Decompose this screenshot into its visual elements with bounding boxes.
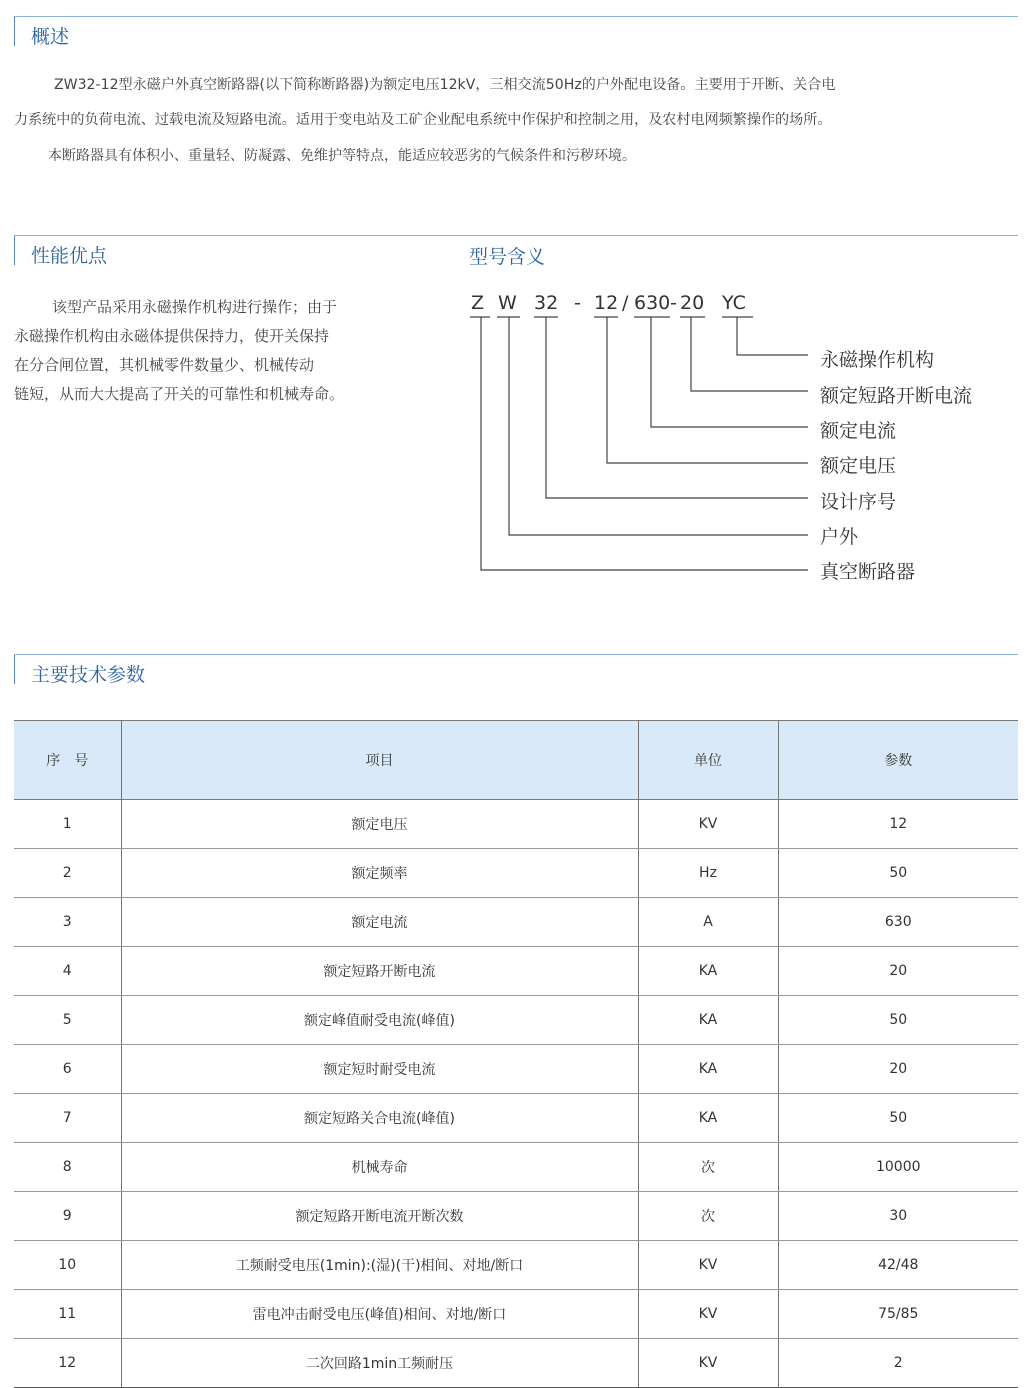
model-label-outdoor: 户外 <box>820 526 859 548</box>
cell-item: 机械寿命 <box>121 1143 638 1192</box>
table-header-row <box>14 721 1018 800</box>
cell-item: 额定电流 <box>121 898 638 947</box>
cell-unit: 次 <box>638 1143 778 1192</box>
code-32: 32 <box>534 292 559 314</box>
cell-value: 10000 <box>778 1143 1018 1192</box>
connector-12 <box>607 317 808 463</box>
cell-item: 二次回路1min工频耐压 <box>121 1339 638 1388</box>
cell-item: 额定短路开断电流开断次数 <box>121 1192 638 1241</box>
overview-para-2: 本断路器具有体积小、重量轻、防凝露、免维护等特点，能适应较恶劣的气候条件和污秽环境。 <box>48 148 636 164</box>
cell-unit: KV <box>638 1290 778 1339</box>
header-unit: 单位 <box>638 721 778 800</box>
cell-no: 2 <box>14 849 121 898</box>
model-connector-lines <box>0 0 1034 620</box>
table-row <box>14 800 1018 849</box>
table-row <box>14 849 1018 898</box>
table-row <box>14 1094 1018 1143</box>
cell-no: 5 <box>14 996 121 1045</box>
model-label-design-number: 设计序号 <box>820 491 897 513</box>
connector-630 <box>651 317 808 427</box>
connector-32 <box>546 317 808 498</box>
code-20: 20 <box>680 292 705 314</box>
cell-no: 4 <box>14 947 121 996</box>
cell-item: 工频耐受电压(1min):(湿)(干)相间、对地/断口 <box>121 1241 638 1290</box>
code-slash: / <box>622 292 629 314</box>
specs-table <box>14 720 1018 1388</box>
connector-yc <box>737 317 808 355</box>
cell-no: 3 <box>14 898 121 947</box>
cell-item: 额定峰值耐受电流(峰值) <box>121 996 638 1045</box>
cell-unit: KA <box>638 996 778 1045</box>
code-z: Z <box>471 292 485 314</box>
section-title: 性能优点 <box>31 245 108 267</box>
cell-unit: Hz <box>638 849 778 898</box>
cell-value: 20 <box>778 1045 1018 1094</box>
table-row <box>14 947 1018 996</box>
cell-no: 10 <box>14 1241 121 1290</box>
table-row <box>14 1290 1018 1339</box>
cell-no: 6 <box>14 1045 121 1094</box>
cell-value: 50 <box>778 849 1018 898</box>
cell-item: 额定短路开断电流 <box>121 947 638 996</box>
model-label-magnet-mechanism: 永磁操作机构 <box>820 349 935 371</box>
cell-value: 50 <box>778 996 1018 1045</box>
cell-unit: KV <box>638 1241 778 1290</box>
model-label-short-circuit-current: 额定短路开断电流 <box>820 385 973 407</box>
cell-unit: 次 <box>638 1192 778 1241</box>
cell-unit: KA <box>638 1045 778 1094</box>
model-title: 型号含义 <box>469 246 546 268</box>
table-row <box>14 1241 1018 1290</box>
header-rule <box>14 654 1018 655</box>
table-row <box>14 1143 1018 1192</box>
header-accent-bar <box>14 654 15 684</box>
table-row <box>14 996 1018 1045</box>
table-row <box>14 1192 1018 1241</box>
cell-no: 11 <box>14 1290 121 1339</box>
cell-item: 额定电压 <box>121 800 638 849</box>
header-value: 参数 <box>778 721 1018 800</box>
cell-unit: A <box>638 898 778 947</box>
code-dash-1: - <box>574 292 581 314</box>
cell-no: 7 <box>14 1094 121 1143</box>
connector-20 <box>691 317 808 391</box>
model-label-vacuum-breaker: 真空断路器 <box>820 561 916 583</box>
cell-item: 额定短时耐受电流 <box>121 1045 638 1094</box>
cell-value: 30 <box>778 1192 1018 1241</box>
model-label-rated-current: 额定电流 <box>820 420 897 442</box>
cell-no: 1 <box>14 800 121 849</box>
code-yc: YC <box>722 292 746 314</box>
section-title: 概述 <box>31 26 70 48</box>
cell-value: 20 <box>778 947 1018 996</box>
advantages-line-1: 该型产品采用永磁操作机构进行操作；由于 <box>52 298 338 316</box>
cell-no: 12 <box>14 1339 121 1388</box>
cell-no: 9 <box>14 1192 121 1241</box>
table-row <box>14 1045 1018 1094</box>
cell-value: 42/48 <box>778 1241 1018 1290</box>
cell-no: 8 <box>14 1143 121 1192</box>
header-no: 序 号 <box>14 721 121 800</box>
code-12: 12 <box>594 292 619 314</box>
connector-w <box>509 317 808 535</box>
cell-value: 50 <box>778 1094 1018 1143</box>
overview-para-line-1: ZW32-12型永磁户外真空断路器(以下简称断路器)为额定电压12kV，三相交流50Hz的户外配电设备。主要用于开断、关合电 <box>54 77 836 93</box>
cell-item: 额定短路关合电流(峰值) <box>121 1094 638 1143</box>
code-630: 630 <box>634 292 671 314</box>
advantages-line-3: 在分合闸位置，其机械零件数量少、机械传动 <box>14 356 315 374</box>
cell-value: 630 <box>778 898 1018 947</box>
cell-value: 2 <box>778 1339 1018 1388</box>
cell-unit: KV <box>638 1339 778 1388</box>
header-item: 项目 <box>121 721 638 800</box>
code-w: W <box>498 292 517 314</box>
section-title: 主要技术参数 <box>31 664 146 686</box>
model-label-rated-voltage: 额定电压 <box>820 455 897 477</box>
cell-item: 雷电冲击耐受电压(峰值)相间、对地/断口 <box>121 1290 638 1339</box>
advantages-line-4: 链短，从而大大提高了开关的可靠性和机械寿命。 <box>14 385 345 403</box>
cell-unit: KA <box>638 947 778 996</box>
cell-unit: KA <box>638 1094 778 1143</box>
code-dash-2: - <box>670 292 677 314</box>
table-row <box>14 1339 1018 1388</box>
section-header-specs <box>14 654 1018 684</box>
cell-value: 75/85 <box>778 1290 1018 1339</box>
cell-value: 12 <box>778 800 1018 849</box>
table-row <box>14 898 1018 947</box>
overview-para-line-2: 力系统中的负荷电流、过载电流及短路电流。适用于变电站及工矿企业配电系统中作保护和控制之用，及农村电网频繁操作的场所。 <box>14 112 832 128</box>
advantages-line-2: 永磁操作机构由永磁体提供保持力，使开关保持 <box>14 327 330 345</box>
cell-item: 额定频率 <box>121 849 638 898</box>
cell-unit: KV <box>638 800 778 849</box>
